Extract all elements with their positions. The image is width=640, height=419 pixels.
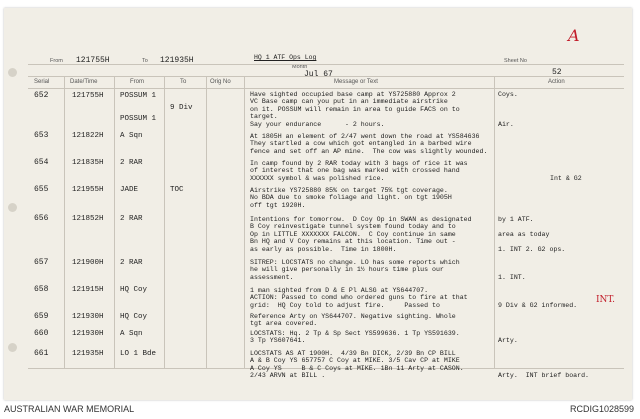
punch-hole	[8, 343, 17, 352]
row-datetime: 121935H	[72, 350, 104, 358]
handwritten-annotation: A	[568, 26, 580, 45]
row-datetime: 121915H	[72, 286, 104, 294]
row-message: In camp found by 2 RAR today with 3 bags of rice it was of interest that one bag was marked with crossed hand XXXXXX symbol & was polished rice.	[250, 160, 468, 182]
row-message: Airstrike YS725880 85% on target 75% tgt coverage. No BDA due to smoke foliage and light. on tgt 1905H off tgt 1920H.	[250, 187, 452, 209]
row-message: Intentions for tomorrow. D Coy Op in SWAN as designated B Coy reinvestigate tunnel system found today and to Op in LITTLE XXXXXXX FALCON. C Coy continue in same Bn HQ and V Coy remains at this location. Time out - as early as possible. Time in 1800H.	[250, 216, 472, 253]
row-to: 9 Div	[170, 104, 193, 112]
divider	[28, 76, 624, 77]
row-action: by 1 ATF. area as today 1. INT 2. G2 ops.	[498, 216, 566, 253]
punch-hole	[8, 203, 17, 212]
row-action: Int & G2	[550, 174, 582, 182]
row-from: A Sqn	[120, 132, 143, 140]
col-header-message: Message or Text	[334, 79, 378, 85]
col-divider	[64, 76, 65, 368]
row-to: TOC	[170, 186, 184, 194]
month-label: Month	[292, 64, 308, 70]
row-datetime: 121955H	[72, 186, 104, 194]
row-message: LOCSTATS AS AT 1900H. 4/39 Bn DICK, 2/39 Bn CP BILL A & B Coy YS 657757 C Coy at MIKE. 3/5 Cav CP at MIKE A Coy YS B & C Coys at MIKE. 1Bn 11 Arty at CASON. 2/43 ARVN at BILL .	[250, 350, 464, 380]
row-from: POSSUM 1	[120, 92, 157, 100]
row-datetime: 121852H	[72, 215, 104, 223]
col-header-to: To	[180, 79, 187, 85]
row-datetime: 121900H	[72, 259, 104, 267]
row-serial: 652	[34, 91, 49, 100]
row-serial: 653	[34, 131, 49, 140]
archive-credit: AUSTRALIAN WAR MEMORIAL	[4, 404, 135, 414]
row-from: A Sqn	[120, 330, 143, 338]
col-header-from: From	[130, 79, 144, 85]
row-serial: 654	[34, 158, 49, 167]
log-sheet	[4, 8, 632, 400]
handwritten-int-note: INT.	[596, 295, 615, 305]
log-title: HQ 1 ATF Ops Log	[254, 54, 317, 61]
col-divider	[244, 76, 245, 368]
punch-hole	[8, 68, 17, 77]
row-serial: 659	[34, 312, 49, 321]
row-from: 2 RAR	[120, 259, 143, 267]
row-serial: 657	[34, 258, 49, 267]
row-action: 1. INT.	[498, 273, 526, 281]
divider	[28, 88, 624, 89]
row-message: At 1805H an element of 2/47 went down the road at YS584636 They startled a cow which got entangled in a barbed wire fence and set off an AP mine. The cow was slightly wounded.	[250, 133, 488, 155]
col-divider	[206, 76, 207, 368]
row-from: HQ Coy	[120, 286, 148, 294]
to-label: To	[142, 58, 148, 64]
row-message: LOCSTATS: Hq. 2 Tp & Sp Sect YS599636. 1 Tp YS591639. 3 Tp YS607641.	[250, 330, 460, 345]
row-datetime: 121835H	[72, 159, 104, 167]
row-from: HQ Coy	[120, 313, 148, 321]
col-header-action: Action	[548, 79, 565, 85]
row-serial: 658	[34, 285, 49, 294]
col-divider	[114, 76, 115, 368]
row-from: LO 1 Bde	[120, 350, 157, 358]
col-header-datetime: Date/Time	[70, 79, 98, 85]
row-from: 2 RAR	[120, 159, 143, 167]
row-datetime: 121930H	[72, 313, 104, 321]
sheet-label: Sheet No	[504, 58, 527, 64]
row-datetime: 121822H	[72, 132, 104, 140]
from-value: 121755H	[76, 56, 110, 65]
row-message: SITREP: LOCSTATS no change. LO has some reports which he will give personally in 1½ hours time plus our assessment.	[250, 259, 460, 281]
col-header-orig-no: Orig No	[210, 79, 231, 85]
row-datetime: 121755H	[72, 92, 104, 100]
row-action: 9 Div & G2 informed.	[498, 301, 578, 309]
row-message: Have sighted occupied base camp at YS725880 Approx 2 VC Base camp can you put in an immediate airstrike on it. POSSUM will remain in area to guide FACS on to target. Say your endurance - 2 hours.	[250, 91, 460, 128]
month-value: Jul 67	[304, 70, 333, 79]
record-id: RCDIG1028599	[569, 404, 634, 414]
to-value: 121935H	[160, 56, 194, 65]
row-message: Reference Arty on YS644707. Negative sighting. Whole tgt area covered.	[250, 313, 456, 328]
row-serial: 661	[34, 349, 49, 358]
row-from: JADE	[120, 186, 139, 194]
col-header-serial: Serial	[34, 79, 50, 85]
col-divider	[164, 76, 165, 368]
row-serial: 655	[34, 185, 49, 194]
row-message: 1 man sighted from D & E Pl ALSG at YS644707. ACTION: Passed to comd who ordered guns to fire at that grid: HQ Coy told to adjust fire. Passed to	[250, 287, 468, 309]
row-serial: 656	[34, 214, 49, 223]
row-action: Coys. Air.	[498, 91, 518, 128]
row-action: Arty.	[498, 337, 518, 345]
row-datetime: 121930H	[72, 330, 104, 338]
divider	[28, 64, 624, 65]
row-from: 2 RAR	[120, 215, 143, 223]
row-serial: 660	[34, 329, 49, 338]
row-from: POSSUM 1	[120, 115, 157, 123]
row-action: Arty. INT brief board.	[498, 372, 590, 380]
sheet-value: 52	[552, 68, 562, 77]
from-label: From	[50, 58, 63, 64]
